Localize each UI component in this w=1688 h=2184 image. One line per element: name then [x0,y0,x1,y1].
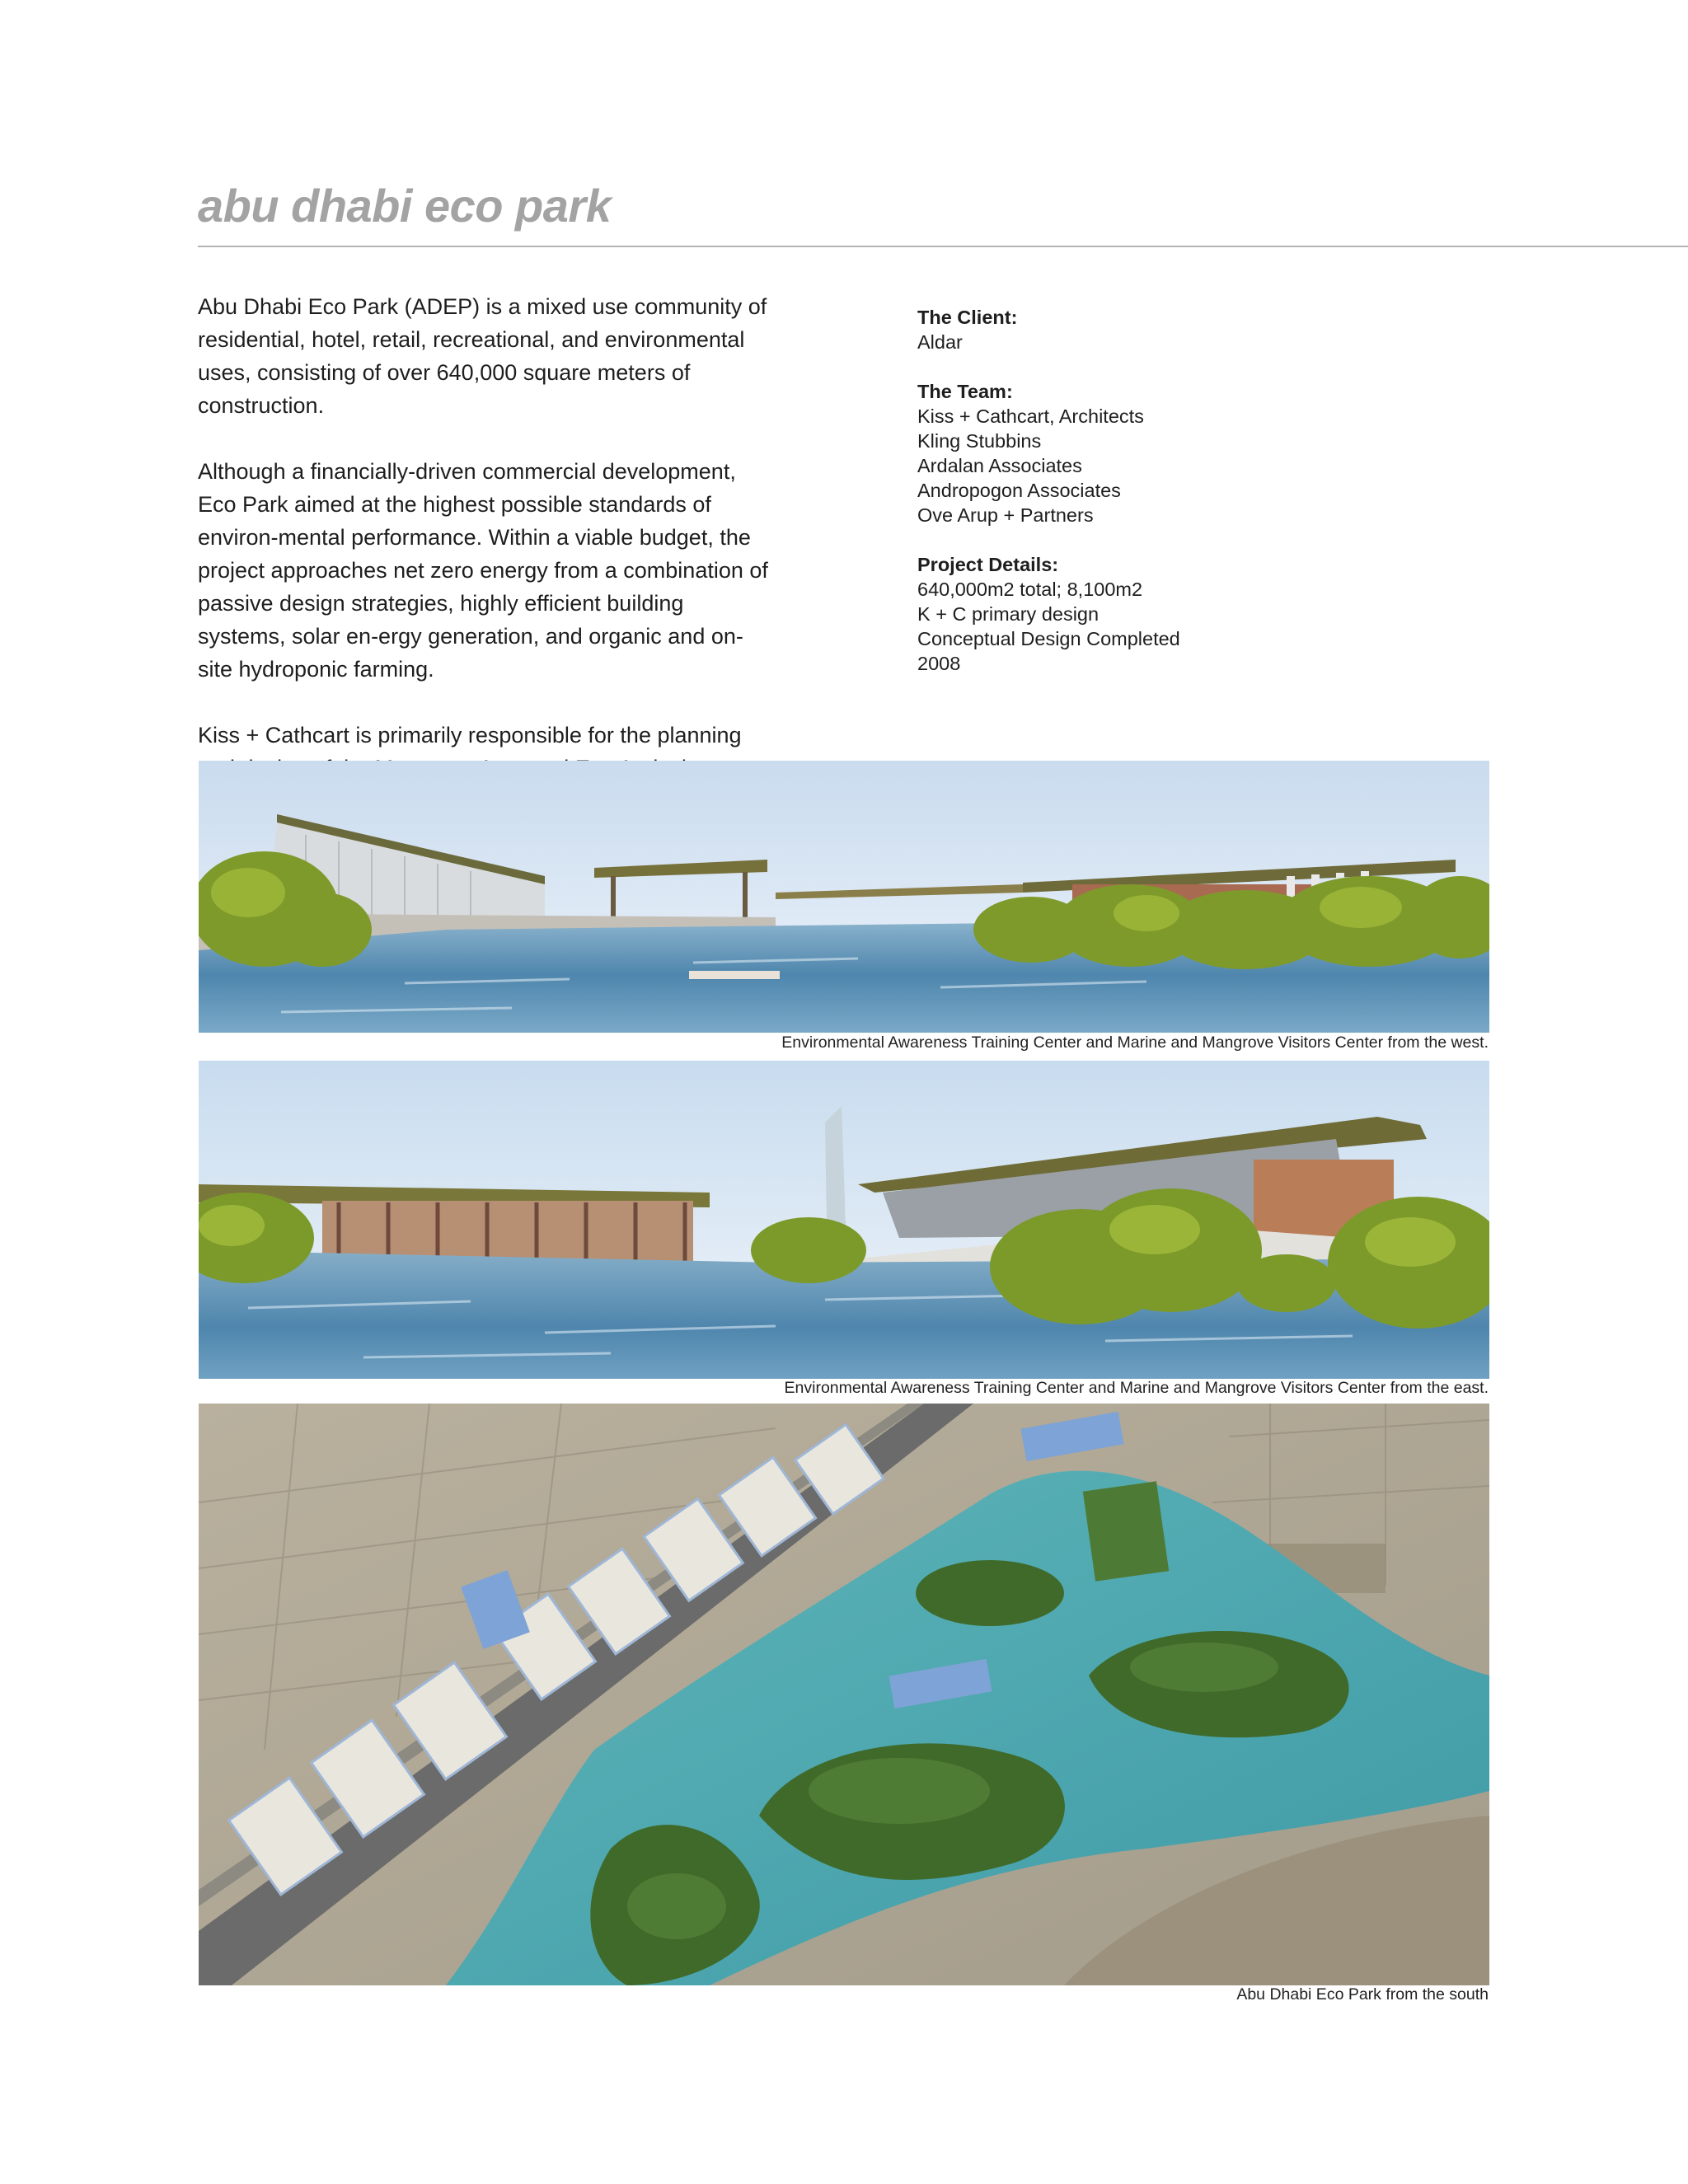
intro-paragraph: Although a financially-driven commercial development, Eco Park aimed at the highest possible standards of environ-mental performance. Within a viable budget, the project approaches net zero energy from a combination of passive design strategies, highly efficient building systems, solar en-ergy generation, and organic and on-site hydroponic farming. [198,459,768,682]
project-block [917,552,1329,676]
figure-caption: Abu Dhabi Eco Park from the south [1236,1985,1489,2004]
title-divider [198,246,1688,247]
team-member: Andropogon Associates [917,480,1121,501]
figure-caption: Environmental Awareness Training Center and Marine and Mangrove Visitors Center from the east. [784,1379,1489,1397]
rendering-east-view [199,1061,1489,1379]
client-name: Aldar [917,331,963,353]
team-member: Ove Arup + Partners [917,504,1094,526]
intro-paragraph: Abu Dhabi Eco Park (ADEP) is a mixed use community of residential, hotel, retail, recreational, and environmental uses, consisting of over 640,000 square meters of construction. [198,294,767,418]
intro-paragraph: Kiss + Cathcart is primarily responsible for the planning [198,723,742,748]
project-detail: Conceptual Design Completed [917,628,1180,649]
team-member: Kling Stubbins [917,430,1042,452]
figure-caption: Environmental Awareness Training Center and Marine and Mangrove Visitors Center from the west. [781,1033,1489,1052]
intro-text [198,290,775,818]
client-block [917,305,1329,354]
team-block [917,379,1329,527]
rendering-west-view [199,761,1489,1033]
team-member: Kiss + Cathcart, Architects [917,405,1144,427]
project-detail: K + C primary design [917,603,1100,625]
rendering-aerial-view [199,1404,1489,1985]
project-label: Project Details: [917,554,1059,575]
project-detail: 2008 [917,653,961,674]
project-detail: 640,000m2 total; 8,100m2 [917,579,1143,600]
team-member: Ardalan Associates [917,455,1082,476]
client-label: The Client: [917,307,1018,328]
project-details [917,305,1329,701]
page-title: abu dhabi eco park [198,180,612,232]
team-label: The Team: [917,381,1013,402]
